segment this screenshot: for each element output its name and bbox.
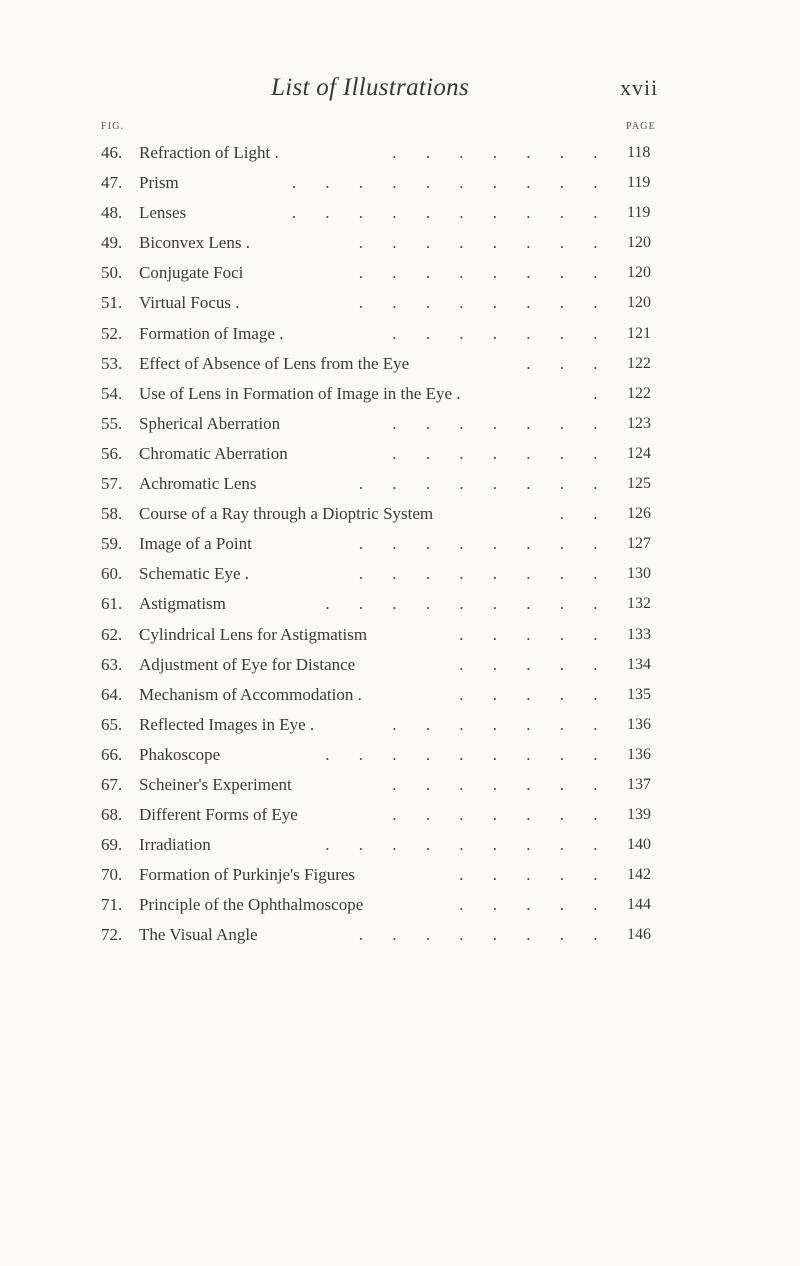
entry-title: Course of a Ray through a Dioptric System (139, 504, 434, 524)
entry-title: Formation of Image . (139, 323, 284, 343)
entry-title: Achromatic Lens (139, 474, 257, 494)
dot-leader: . . . . . . . (392, 714, 610, 734)
fig-number: 72. (101, 925, 123, 945)
fig-number: 49. (101, 233, 123, 253)
illustrations-list (0, 138, 800, 951)
page-number: 120 (627, 234, 651, 252)
dot-leader: . . . . . . . (392, 805, 610, 825)
page-number: 121 (627, 324, 651, 342)
list-item (0, 620, 800, 650)
page-number: 132 (627, 595, 651, 613)
page-number: 134 (627, 655, 651, 673)
entry-title: Schematic Eye . (139, 564, 249, 584)
dot-leader: . . . . . . . . (358, 233, 610, 253)
list-item (0, 349, 800, 379)
fig-number: 61. (101, 594, 123, 614)
list-item (0, 920, 800, 950)
fig-number: 55. (101, 413, 123, 433)
list-item (0, 439, 800, 469)
list-item (0, 800, 800, 830)
list-item (0, 589, 800, 619)
entry-title: Image of a Point (139, 534, 252, 554)
dot-leader: . . . . . . . . (358, 293, 610, 313)
page-number: 140 (627, 836, 651, 854)
dot-leader: . . . . . (459, 895, 610, 915)
page-number: 124 (627, 444, 651, 462)
list-item (0, 529, 800, 559)
page-column-heading: PAGE (626, 121, 656, 132)
list-item (0, 168, 800, 198)
entry-title: Different Forms of Eye (139, 805, 298, 825)
fig-number: 70. (101, 865, 123, 885)
entry-title: Biconvex Lens . (139, 233, 250, 253)
dot-leader: . (593, 383, 610, 403)
page-number: 130 (627, 565, 651, 583)
fig-number: 54. (101, 383, 123, 403)
fig-number: 53. (101, 353, 123, 373)
page-number: 137 (627, 775, 651, 793)
dot-leader: . . . . . . . . . (325, 835, 610, 855)
running-header (0, 74, 800, 104)
fig-number: 67. (101, 774, 123, 794)
page-number: 125 (627, 475, 651, 493)
fig-number: 59. (101, 534, 123, 554)
dot-leader: . . . . . . . (392, 143, 610, 162)
dot-leader: . . . . . . . . . . (291, 173, 610, 193)
fig-number: 58. (101, 504, 123, 524)
entry-title: Formation of Purkinje's Figures (139, 865, 356, 885)
entry-title: Prism (139, 173, 179, 193)
entry-title: Irradiation (139, 835, 211, 855)
entry-title: Reflected Images in Eye . (139, 714, 315, 734)
dot-leader: . . . . . . . . (358, 474, 610, 494)
page-number: 126 (627, 505, 651, 523)
fig-number: 64. (101, 684, 123, 704)
entry-title: Principle of the Ophthalmoscope (139, 895, 364, 915)
page-number: 133 (627, 625, 651, 643)
dot-leader: . . . . . . . . . (325, 744, 610, 764)
dot-leader: . . (559, 504, 610, 524)
dot-leader: . . . . . . . . (358, 564, 610, 584)
fig-number: 52. (101, 323, 123, 343)
list-item (0, 830, 800, 860)
fig-number: 57. (101, 474, 123, 494)
dot-leader: . . . . . (459, 865, 610, 885)
fig-number: 62. (101, 624, 123, 644)
entry-title: Refraction of Light . (139, 143, 279, 162)
dot-leader: . . . (526, 353, 610, 373)
dot-leader: . . . . . . . . (358, 534, 610, 554)
dot-leader: . . . . . (459, 654, 610, 674)
entry-title: Lenses (139, 203, 187, 223)
dot-leader: . . . . . . . . . . (291, 203, 610, 223)
fig-column-heading: FIG. (101, 121, 125, 132)
page-number: 136 (627, 745, 651, 763)
fig-number: 65. (101, 714, 123, 734)
page-number: 146 (627, 926, 651, 944)
entry-title: Phakoscope (139, 744, 221, 764)
page-number: 127 (627, 535, 651, 553)
dot-leader: . . . . . . . (392, 443, 610, 463)
dot-leader: . . . . . . . (392, 774, 610, 794)
dot-leader: . . . . . . . (392, 323, 610, 343)
fig-number: 68. (101, 805, 123, 825)
fig-number: 51. (101, 293, 123, 313)
entry-title: Adjustment of Eye for Distance (139, 654, 356, 674)
page-title: List of Illustrations (271, 74, 470, 101)
fig-number: 56. (101, 443, 123, 463)
list-item (0, 680, 800, 710)
page-folio: xvii (620, 75, 659, 100)
page-number: 119 (627, 204, 651, 222)
page-number: 120 (627, 294, 651, 312)
entry-title: The Visual Angle (139, 925, 258, 945)
dot-leader: . . . . . . . . (358, 925, 610, 945)
list-item (0, 288, 800, 318)
entry-title: Chromatic Aberration (139, 443, 288, 463)
page-number: 122 (627, 384, 651, 402)
dot-leader: . . . . . . . (392, 413, 610, 433)
fig-number: 46. (101, 143, 123, 162)
list-item (0, 890, 800, 920)
page-number: 120 (627, 264, 651, 282)
entry-title: Astigmatism (139, 594, 226, 614)
list-item (0, 409, 800, 439)
list-item (0, 740, 800, 770)
page-number: 142 (627, 866, 651, 884)
list-item (0, 559, 800, 589)
list-item (0, 860, 800, 890)
page-number: 136 (627, 715, 651, 733)
list-item (0, 319, 800, 349)
page-number: 119 (627, 174, 651, 192)
list-item (0, 138, 800, 168)
entry-title: Spherical Aberration (139, 413, 281, 433)
entry-title: Conjugate Foci (139, 263, 244, 283)
dot-leader: . . . . . . . . (358, 263, 610, 283)
list-item (0, 710, 800, 740)
fig-number: 60. (101, 564, 123, 584)
page-number: 139 (627, 806, 651, 824)
entry-title: Effect of Absence of Lens from the Eye (139, 353, 410, 373)
list-item (0, 258, 800, 288)
page-number: 135 (627, 685, 651, 703)
dot-leader: . . . . . (459, 624, 610, 644)
entry-title: Mechanism of Accommodation . (139, 684, 362, 704)
list-item (0, 469, 800, 499)
dot-leader: . . . . . . . . . (325, 594, 610, 614)
fig-number: 71. (101, 895, 123, 915)
entry-title: Cylindrical Lens for Astigmatism (139, 624, 368, 644)
fig-number: 69. (101, 835, 123, 855)
page-number: 123 (627, 414, 651, 432)
page-number: 118 (627, 144, 651, 161)
page-number: 144 (627, 896, 651, 914)
entry-title: Scheiner's Experiment (139, 774, 292, 794)
fig-number: 63. (101, 654, 123, 674)
list-item (0, 228, 800, 258)
list-item (0, 770, 800, 800)
entry-title: Virtual Focus . (139, 293, 240, 313)
list-item (0, 650, 800, 680)
list-item (0, 379, 800, 409)
page-number: 122 (627, 354, 651, 372)
fig-number: 66. (101, 744, 123, 764)
entry-title: Use of Lens in Formation of Image in the Eye . (139, 383, 461, 403)
fig-number: 48. (101, 203, 123, 223)
dot-leader: . . . . . (459, 684, 610, 704)
list-item (0, 198, 800, 228)
fig-number: 50. (101, 263, 123, 283)
fig-number: 47. (101, 173, 123, 193)
list-item (0, 499, 800, 529)
